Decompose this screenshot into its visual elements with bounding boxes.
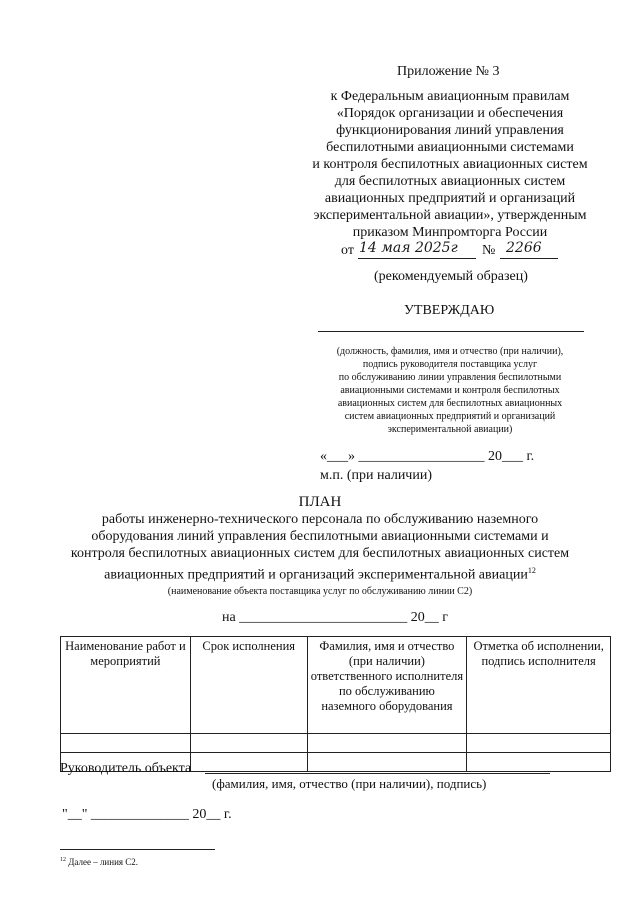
approve-caption-5: авиационных систем для беспилотных авиационных (337, 398, 563, 409)
footnote (60, 857, 138, 867)
table-cell (190, 753, 307, 772)
approve-title: УТВЕРЖДАЮ (404, 303, 495, 318)
order-number-underline (500, 258, 558, 259)
plan-line-2: оборудования линий управления беспилотными авиационными системами и (91, 529, 549, 544)
table-header-row (61, 637, 611, 734)
table-cell (467, 753, 611, 772)
plan-line-4 (20, 562, 620, 584)
plan-object-caption: (наименование объекта поставщика услуг по обслуживанию линии С2) (167, 586, 473, 597)
plan-line-1: работы инженерно-технического персонала по обслуживанию наземного (101, 512, 539, 527)
head-caption: (фамилия, имя, отчество (при наличии), подпись) (212, 776, 487, 791)
header-line-6: для беспилотных авиационных систем (334, 174, 566, 189)
header-line-7: авиационных предприятий и организаций (324, 191, 576, 206)
table-cell (61, 734, 191, 753)
table-cell (190, 734, 307, 753)
approve-date-line: «___» __________________ 20___ г. (320, 449, 535, 464)
approve-caption-4: авиационными системами и контроля беспилотных (340, 385, 560, 396)
approve-stamp: м.п. (при наличии) (320, 468, 432, 483)
header-line-3: функционирования линий управления (336, 123, 564, 138)
footnote-number: 12 (60, 857, 66, 863)
order-number-label: № (482, 243, 496, 258)
table-cell (467, 734, 611, 753)
approve-caption-6: систем авиационных предприятий и организаций (344, 411, 556, 422)
header-line-4: беспилотными авиационными системами (326, 140, 574, 155)
table-cell (307, 734, 467, 753)
table-header-responsible: Фамилия, имя и отчество (при наличии) ответственного исполнителя по обслуживанию наземного оборудования (307, 637, 467, 734)
table-row (61, 734, 611, 753)
header-line-5: и контроля беспилотных авиационных систем (312, 157, 588, 172)
plan-line-4-text: авиационных предприятий и организаций экспериментальной авиации (104, 567, 528, 583)
header-line-9: приказом Минпромторга России (352, 225, 548, 240)
footnote-text: Далее – линия С2. (68, 857, 139, 867)
order-date-underline (358, 258, 476, 259)
approve-caption-1: (должность, фамилия, имя и отчество (при наличии), (336, 346, 564, 357)
plan-title: ПЛАН (298, 494, 342, 510)
header-line-8: экспериментальной авиации», утвержденным (313, 208, 587, 223)
order-from-label: от (341, 243, 354, 258)
table-header-mark: Отметка об исполнении, подпись исполнителя (467, 637, 611, 734)
header-line-1: к Федеральным авиационным правилам (330, 89, 570, 104)
plan-footnote-ref: 12 (527, 566, 536, 575)
head-label: Руководитель объекта (60, 761, 192, 776)
plan-line-3: контроля беспилотных авиационных систем для беспилотных авиационных систем (70, 546, 570, 561)
plan-period-line: на ________________________ 20__ г (222, 610, 448, 625)
table-cell (307, 753, 467, 772)
sample-note: (рекомендуемый образец) (374, 269, 528, 284)
approve-signature-line (318, 331, 584, 332)
footnote-separator (60, 849, 215, 850)
approve-caption-2: подпись руководителя поставщика услуг (362, 359, 538, 370)
order-number-handwritten: 2266 (506, 240, 542, 256)
approve-caption-7: экспериментальной авиации) (387, 424, 513, 435)
approve-caption-3: по обслуживанию линии управления беспилотными (338, 372, 562, 383)
table-header-deadline: Срок исполнения (190, 637, 307, 734)
head-signature-line (205, 773, 550, 774)
appendix-title: Приложение № 3 (397, 64, 500, 79)
plan-table (60, 636, 611, 772)
table-header-works: Наименование работ и мероприятий (61, 637, 191, 734)
header-line-2: «Порядок организации и обеспечения (336, 106, 564, 121)
footer-date-line: "__" ______________ 20__ г. (62, 807, 232, 822)
order-date-handwritten: 14 мая 2025г (359, 240, 458, 256)
